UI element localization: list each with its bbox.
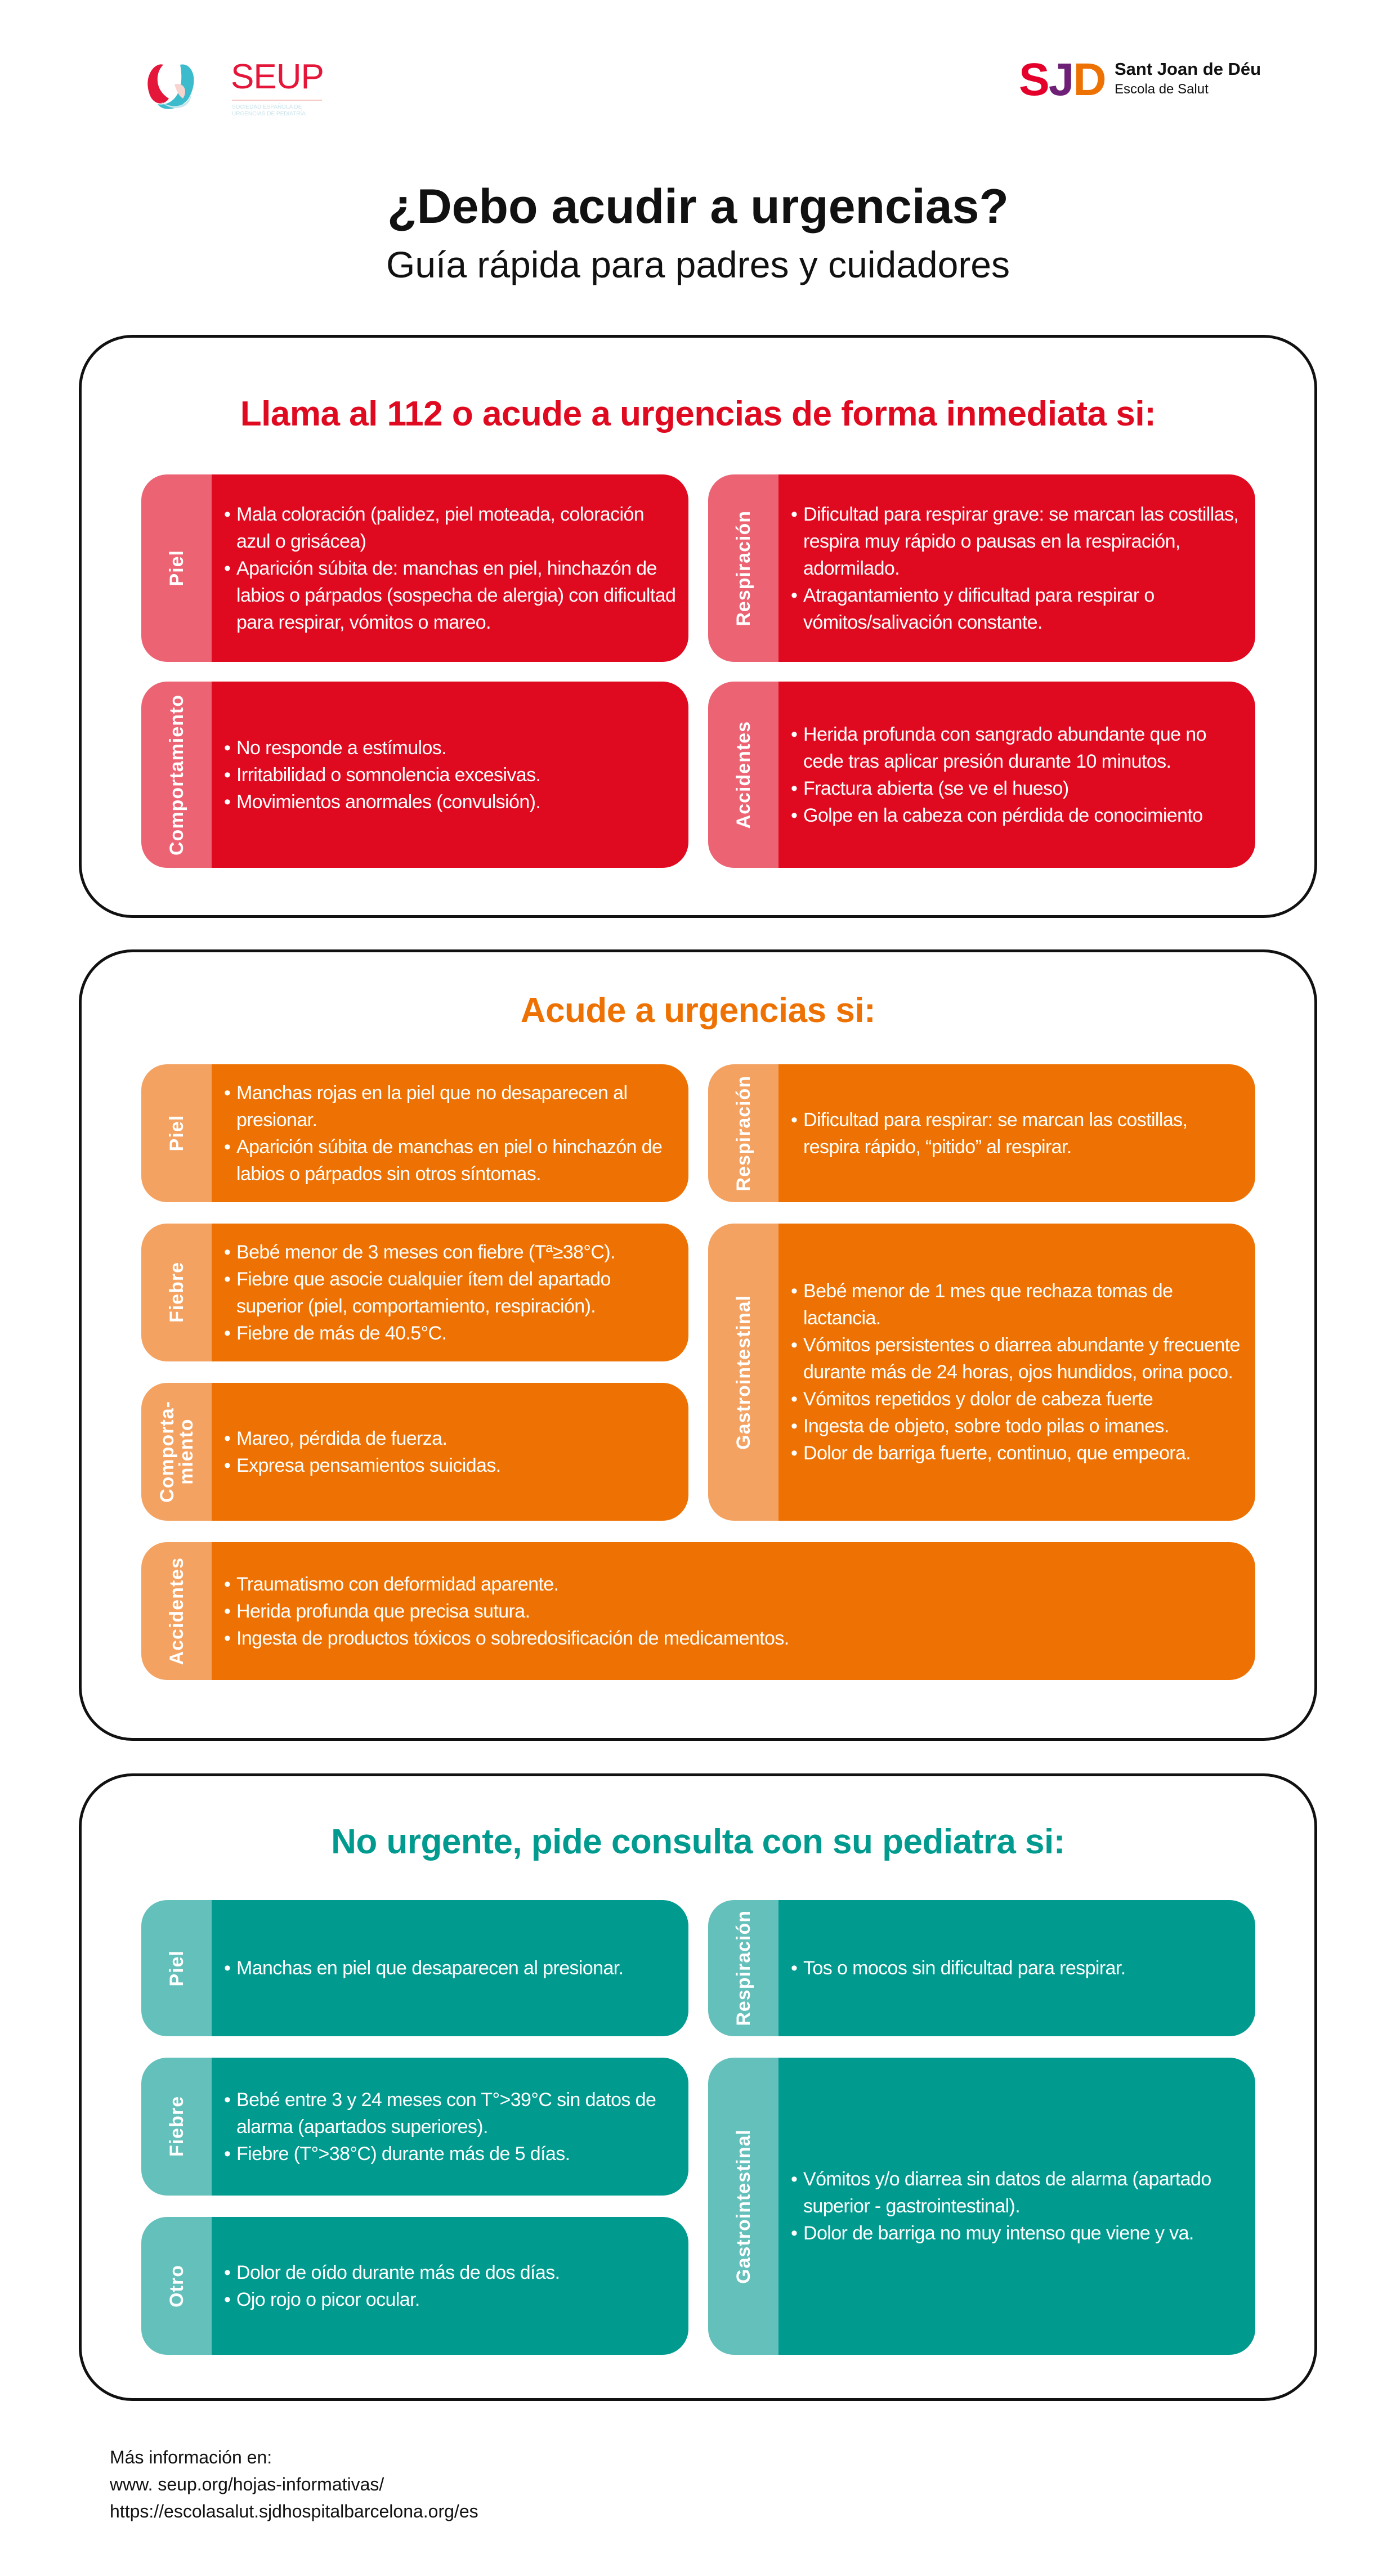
bullet-item: • Vómitos y/o diarrea sin datos de alarma (apartado superior - gastrointestinal). xyxy=(791,2166,1245,2220)
bullet-item: • Atragantamiento y dificultad para respirar o vómitos/salivación constante. xyxy=(791,582,1245,636)
sjd-school: Escola de Salut xyxy=(1115,82,1209,97)
bullet-item: • Fractura abierta (se ve el hueso) xyxy=(791,775,1245,802)
bullet-item: • Ingesta de productos tóxicos o sobredosificación de medicamentos. xyxy=(224,1625,1245,1652)
bullet-item: • Aparición súbita de manchas en piel o hinchazón de labios o párpados sin otros síntomas. xyxy=(224,1134,678,1188)
card-category-label: Piel xyxy=(165,1115,187,1152)
section-heading: Llama al 112 o acude a urgencias de forma inmediata si: xyxy=(240,395,1156,433)
bullet-item: • Aparición súbita de: manchas en piel, hinchazón de labios o párpados (sospecha de alergia) con dificultad para respirar, vómitos o mareo. xyxy=(224,555,678,636)
card-gastrointestinal xyxy=(708,2058,1255,2355)
seup-subtext: SOCIEDAD ESPAÑOLA DE URGENCIAS DE PEDIATRÍA xyxy=(232,100,322,118)
card-body xyxy=(212,1542,1255,1680)
seup-logo-mark-icon xyxy=(144,59,228,115)
card-category-tab xyxy=(708,2058,778,2355)
bullet-item: • Golpe en la cabeza con pérdida de conocimiento xyxy=(791,802,1245,829)
card-body xyxy=(212,1064,688,1202)
card-piel xyxy=(141,1900,688,2036)
card-body xyxy=(778,1064,1255,1202)
section-heading: Acude a urgencias si: xyxy=(520,991,876,1030)
card-category-tab xyxy=(708,474,778,662)
sjd-letters: SJD xyxy=(1019,54,1106,105)
bullet-item: • Fiebre de más de 40.5°C. xyxy=(224,1320,678,1347)
bullet-item: • Mareo, pérdida de fuerza. xyxy=(224,1425,678,1452)
card-respiracion xyxy=(708,474,1255,662)
card-respiracion xyxy=(708,1900,1255,2036)
card-fiebre xyxy=(141,1224,688,1361)
bullet-item: • Mala coloración (palidez, piel moteada, coloración azul o grisácea) xyxy=(224,501,678,555)
card-category-tab xyxy=(141,2058,212,2196)
card-category-tab xyxy=(141,1383,212,1521)
bullet-item: • Ojo rojo o picor ocular. xyxy=(224,2286,678,2313)
bullet-item: • Movimientos anormales (convulsión). xyxy=(224,789,678,816)
card-category-label: Comportamiento xyxy=(165,694,187,855)
card-category-tab xyxy=(141,1224,212,1361)
card-category-label: Comporta- miento xyxy=(156,1401,197,1503)
footer-label: Más información en: xyxy=(110,2447,272,2467)
card-body xyxy=(212,682,688,868)
bullet-item: • Tos o mocos sin dificultad para respirar. xyxy=(791,1955,1245,1982)
card-respiracion xyxy=(708,1064,1255,1202)
seup-logo xyxy=(144,59,324,115)
bullet-item: • Dificultad para respirar: se marcan las costillas, respira rápido, “pitido” al respirar. xyxy=(791,1106,1245,1161)
card-body xyxy=(212,2058,688,2196)
card-category-tab xyxy=(141,1542,212,1680)
bullet-item: • Dolor de barriga fuerte, continuo, que empeora. xyxy=(791,1440,1245,1467)
card-piel xyxy=(141,474,688,662)
card-category-label: Accidentes xyxy=(165,1557,187,1665)
bullet-item: • Bebé menor de 3 meses con fiebre (Tª≥38°C). xyxy=(224,1239,678,1266)
card-category-tab xyxy=(708,1064,778,1202)
bullet-item: • Manchas rojas en la piel que no desaparecen al presionar. xyxy=(224,1079,678,1134)
card-category-tab xyxy=(141,2217,212,2355)
sjd-logo xyxy=(1019,54,1267,105)
card-piel xyxy=(141,1064,688,1202)
bullet-item: • Ingesta de objeto, sobre todo pilas o imanes. xyxy=(791,1413,1245,1440)
card-category-tab xyxy=(708,1224,778,1521)
card-accidentes xyxy=(141,1542,1255,1680)
bullet-item: • Manchas en piel que desaparecen al presionar. xyxy=(224,1955,678,1982)
card-category-label: Accidentes xyxy=(732,720,754,829)
card-body xyxy=(778,682,1255,868)
bullet-item: • Fiebre (T°>38°C) durante más de 5 días. xyxy=(224,2140,678,2167)
card-category-tab xyxy=(708,1900,778,2036)
card-body xyxy=(778,474,1255,662)
card-comportamiento xyxy=(141,682,688,868)
card-category-label: Respiración xyxy=(732,510,754,626)
bullet-item: • Herida profunda con sangrado abundante que no cede tras aplicar presión durante 10 minutos. xyxy=(791,721,1245,775)
card-body xyxy=(778,2058,1255,2355)
seup-wordmark: SEUP xyxy=(231,57,324,96)
footer xyxy=(110,2444,478,2525)
card-body xyxy=(212,474,688,662)
card-body xyxy=(212,1224,688,1361)
card-category-tab xyxy=(141,1064,212,1202)
bullet-item: • Expresa pensamientos suicidas. xyxy=(224,1452,678,1479)
card-gastrointestinal xyxy=(708,1224,1255,1521)
bullet-item: • Dificultad para respirar grave: se marcan las costillas, respira muy rápido o pausas en la respiración, adormilado. xyxy=(791,501,1245,582)
bullet-item: • Dolor de oído durante más de dos días. xyxy=(224,2259,678,2286)
card-category-label: Fiebre xyxy=(165,1262,187,1323)
card-body xyxy=(212,1900,688,2036)
card-category-label: Respiración xyxy=(732,1075,754,1191)
card-category-label: Gastrointestinal xyxy=(732,2129,754,2284)
card-category-label: Fiebre xyxy=(165,2096,187,2157)
card-body xyxy=(212,1383,688,1521)
bullet-item: • Fiebre que asocie cualquier ítem del apartado superior (piel, comportamiento, respiración). xyxy=(224,1266,678,1320)
bullet-item: • Dolor de barriga no muy intenso que viene y va. xyxy=(791,2220,1245,2247)
sjd-name: Sant Joan de Déu xyxy=(1115,59,1261,79)
bullet-item: • Vómitos persistentes o diarrea abundante y frecuente durante más de 24 horas, ojos hundidos, orina poco. xyxy=(791,1332,1245,1386)
card-category-label: Respiración xyxy=(732,1910,754,2026)
card-category-label: Piel xyxy=(165,550,187,586)
bullet-item: • Traumatismo con deformidad aparente. xyxy=(224,1571,1245,1598)
page-subtitle: Guía rápida para padres y cuidadores xyxy=(386,244,1010,285)
card-body xyxy=(212,2217,688,2355)
card-category-label: Gastrointestinal xyxy=(732,1294,754,1450)
footer-link-sjd[interactable]: https://escolasalut.sjdhospitalbarcelona.org/es xyxy=(110,2501,478,2521)
card-accidentes xyxy=(708,682,1255,868)
bullet-item: • Vómitos repetidos y dolor de cabeza fuerte xyxy=(791,1386,1245,1413)
card-body xyxy=(778,1224,1255,1521)
bullet-item: • No responde a estímulos. xyxy=(224,734,678,761)
card-category-label: Otro xyxy=(165,2264,187,2308)
section-heading: No urgente, pide consulta con su pediatra si: xyxy=(331,1822,1065,1861)
bullet-item: • Bebé menor de 1 mes que rechaza tomas de lactancia. xyxy=(791,1278,1245,1332)
card-category-tab xyxy=(141,1900,212,2036)
card-comportamiento xyxy=(141,1383,688,1521)
card-fiebre xyxy=(141,2058,688,2196)
footer-link-seup[interactable]: www. seup.org/hojas-informativas/ xyxy=(110,2474,384,2494)
bullet-item: • Herida profunda que precisa sutura. xyxy=(224,1598,1245,1625)
card-body xyxy=(778,1900,1255,2036)
card-category-tab xyxy=(141,682,212,868)
card-otro xyxy=(141,2217,688,2355)
bullet-item: • Bebé entre 3 y 24 meses con T°>39°C sin datos de alarma (apartados superiores). xyxy=(224,2086,678,2140)
card-category-tab xyxy=(708,682,778,868)
bullet-item: • Irritabilidad o somnolencia excesivas. xyxy=(224,761,678,789)
card-category-tab xyxy=(141,474,212,662)
card-category-label: Piel xyxy=(165,1950,187,1987)
page-title: ¿Debo acudir a urgencias? xyxy=(387,180,1009,234)
